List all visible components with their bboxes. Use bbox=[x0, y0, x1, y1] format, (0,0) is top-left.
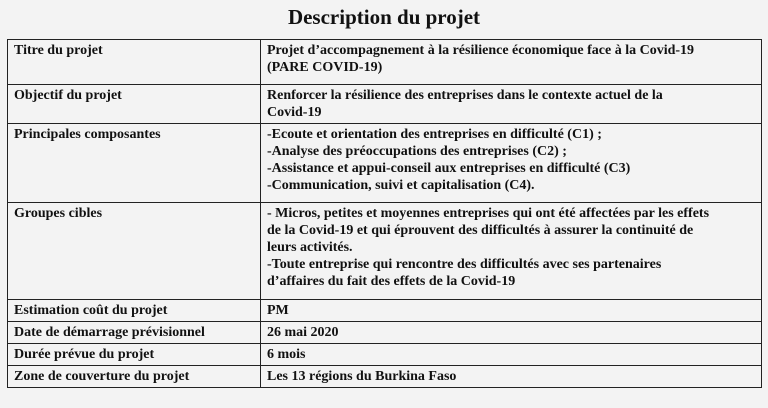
value-line: -Assistance et appui-conseil aux entreprises en difficulté (C3) bbox=[267, 161, 631, 176]
table-row-objectif bbox=[8, 85, 762, 124]
value-line: 26 mai 2020 bbox=[267, 325, 339, 340]
value-line: -Toute entreprise qui rencontre des difficultés avec ses partenaires bbox=[267, 257, 662, 272]
row-value bbox=[261, 344, 762, 366]
row-label: Objectif du projet bbox=[8, 85, 261, 124]
row-label: Zone de couverture du projet bbox=[8, 366, 261, 388]
value-line: Projet d’accompagnement à la résilience économique face à la Covid-19 bbox=[267, 43, 695, 58]
value-line: d’affaires du fait des effets de la Covid-19 bbox=[267, 274, 516, 289]
value-line: 6 mois bbox=[267, 347, 306, 362]
row-value bbox=[261, 300, 762, 322]
value-line: leurs activités. bbox=[267, 240, 353, 255]
row-label: Estimation coût du projet bbox=[8, 300, 261, 322]
value-line: - Micros, petites et moyennes entreprises qui ont été affectées par les effets bbox=[267, 206, 710, 221]
table-row-zone bbox=[8, 366, 762, 388]
value-line: -Communication, suivi et capitalisation (C4). bbox=[267, 178, 535, 193]
value-line: Covid-19 bbox=[267, 105, 322, 120]
row-value bbox=[261, 124, 762, 203]
row-label: Titre du projet bbox=[8, 40, 261, 85]
value-line: Renforcer la résilience des entreprises dans le contexte actuel de la bbox=[267, 88, 663, 103]
table-row-cout bbox=[8, 300, 762, 322]
table-row-duree bbox=[8, 344, 762, 366]
table-row-titre bbox=[8, 40, 762, 85]
row-value bbox=[261, 40, 762, 85]
table-row-groupes bbox=[8, 203, 762, 300]
row-label: Groupes cibles bbox=[8, 203, 261, 300]
row-value bbox=[261, 203, 762, 300]
row-value bbox=[261, 366, 762, 388]
table-row-date bbox=[8, 322, 762, 344]
row-label: Principales composantes bbox=[8, 124, 261, 203]
value-line: de la Covid-19 et qui éprouvent des difficultés à assurer la continuité de bbox=[267, 223, 694, 238]
value-line: (PARE COVID-19) bbox=[267, 60, 383, 75]
row-value bbox=[261, 85, 762, 124]
value-line: -Ecoute et orientation des entreprises en difficulté (C1) ; bbox=[267, 127, 602, 142]
value-line: PM bbox=[267, 303, 289, 318]
project-description-table bbox=[7, 39, 762, 388]
row-label: Date de démarrage prévisionnel bbox=[8, 322, 261, 344]
document-title: Description du projet bbox=[287, 5, 481, 29]
row-value bbox=[261, 322, 762, 344]
row-label: Durée prévue du projet bbox=[8, 344, 261, 366]
value-line: -Analyse des préoccupations des entreprises (C2) ; bbox=[267, 144, 567, 159]
table-row-composantes bbox=[8, 124, 762, 203]
value-line: Les 13 régions du Burkina Faso bbox=[267, 369, 457, 384]
